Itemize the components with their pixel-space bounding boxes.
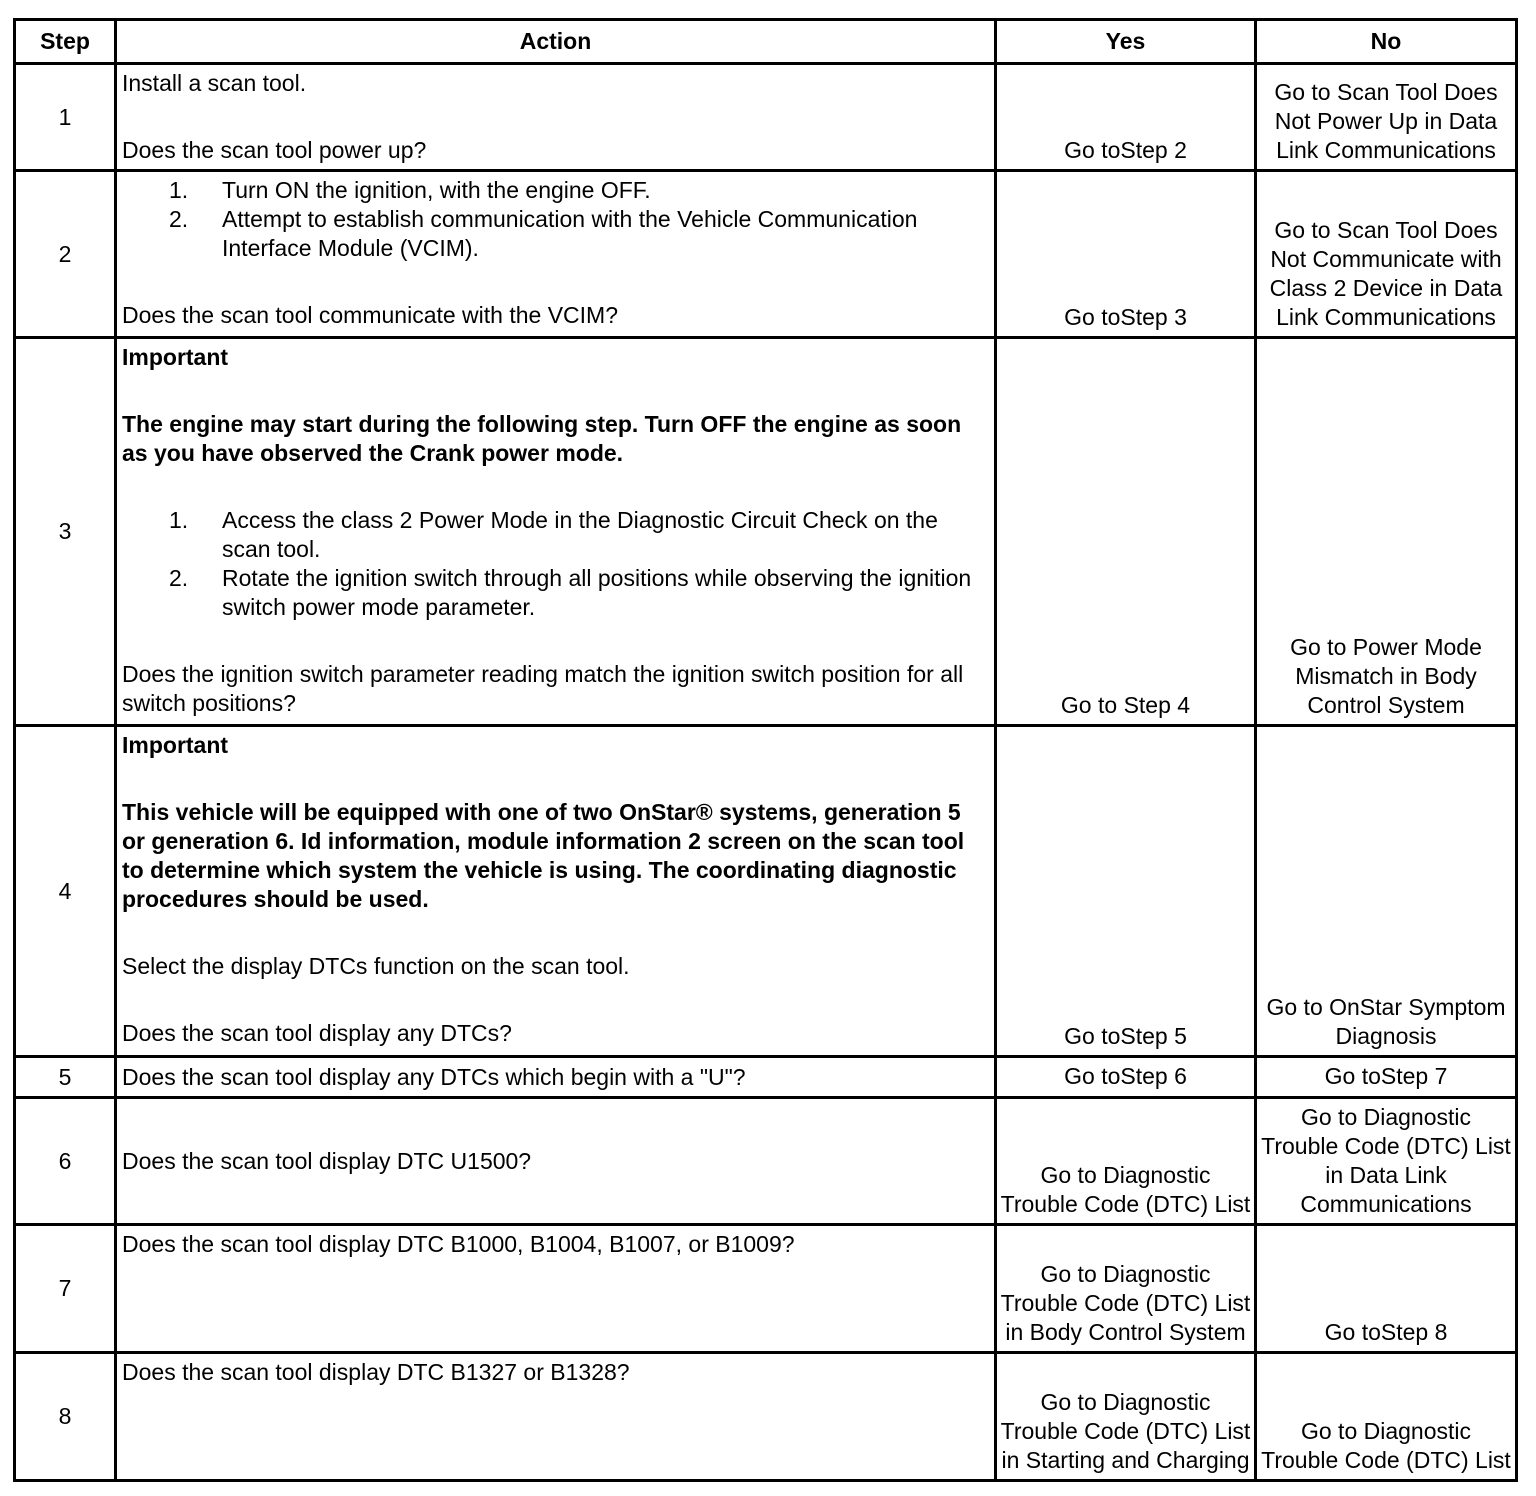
list-item — [122, 506, 990, 564]
yes-link[interactable]: Go to Step 4 — [996, 338, 1256, 726]
no-link[interactable]: Go to Diagnostic Trouble Code (DTC) List in Data Link Communications — [1256, 1098, 1517, 1225]
action-cell — [116, 726, 996, 1057]
list-item-text: Attempt to establish communication with the Vehicle Communication Interface Module (VCIM). — [222, 206, 918, 261]
yes-link[interactable]: Go toStep 6 — [996, 1057, 1256, 1098]
list-item-number: 1. — [169, 177, 189, 203]
list-item-text: Rotate the ignition switch through all positions while observing the ignition switch power mode parameter. — [222, 565, 972, 620]
list-item-number: 1. — [169, 507, 189, 533]
table-row-step-4 — [15, 726, 1517, 1057]
action-cell — [116, 338, 996, 726]
action-instruction: Select the display DTCs function on the scan tool. — [122, 953, 630, 979]
table-row-step-5 — [15, 1057, 1517, 1098]
step-number: 4 — [15, 726, 116, 1057]
step-number: 7 — [15, 1225, 116, 1353]
action-cell — [116, 1057, 996, 1098]
action-question: Does the scan tool display DTC B1000, B1004, B1007, or B1009? — [122, 1231, 795, 1257]
action-question: Does the scan tool power up? — [122, 137, 427, 163]
diagnostic-steps-table — [13, 18, 1518, 1482]
yes-link[interactable]: Go toStep 2 — [996, 64, 1256, 171]
step-number: 6 — [15, 1098, 116, 1225]
yes-link[interactable]: Go to Diagnostic Trouble Code (DTC) List in Body Control System — [996, 1225, 1256, 1353]
list-item-text: Access the class 2 Power Mode in the Diagnostic Circuit Check on the scan tool. — [222, 507, 938, 562]
no-link[interactable]: Go to Scan Tool Does Not Power Up in Data Link Communications — [1256, 64, 1517, 171]
header-row — [15, 20, 1517, 64]
action-question: Does the scan tool display any DTCs? — [122, 1020, 512, 1046]
action-cell — [116, 1098, 996, 1225]
action-cell — [116, 1225, 996, 1353]
step-number: 1 — [15, 64, 116, 171]
important-text: This vehicle will be equipped with one of two OnStar® systems, generation 5 or generation 6. Id information, module information 2 screen on the scan tool to determine which system the vehicle is using. The coordinating diagnostic procedures should be used. — [122, 799, 965, 912]
list-item — [122, 564, 990, 622]
list-item-text: Turn ON the ignition, with the engine OFF. — [222, 177, 651, 203]
table-row-step-7 — [15, 1225, 1517, 1353]
step-number: 8 — [15, 1353, 116, 1481]
yes-link[interactable]: Go to Diagnostic Trouble Code (DTC) List in Starting and Charging — [996, 1353, 1256, 1481]
step-number: 5 — [15, 1057, 116, 1098]
diagnostic-table-document — [13, 18, 1518, 1482]
important-text: The engine may start during the following step. Turn OFF the engine as soon as you have observed the Crank power mode. — [122, 411, 962, 466]
no-link[interactable]: Go to Diagnostic Trouble Code (DTC) List — [1256, 1353, 1517, 1481]
action-question: Does the scan tool communicate with the VCIM? — [122, 302, 619, 328]
yes-link[interactable]: Go toStep 3 — [996, 171, 1256, 338]
header-step: Step — [15, 20, 116, 64]
action-cell — [116, 171, 996, 338]
table-row-step-6 — [15, 1098, 1517, 1225]
header-yes: Yes — [996, 20, 1256, 64]
table-row-step-8 — [15, 1353, 1517, 1481]
list-item — [122, 176, 990, 205]
action-cell — [116, 64, 996, 171]
yes-link[interactable]: Go to Diagnostic Trouble Code (DTC) List — [996, 1098, 1256, 1225]
list-item — [122, 205, 990, 263]
header-action: Action — [116, 20, 996, 64]
no-link[interactable]: Go to OnStar Symptom Diagnosis — [1256, 726, 1517, 1057]
no-link[interactable]: Go to Power Mode Mismatch in Body Control System — [1256, 338, 1517, 726]
action-steps-list — [122, 176, 990, 263]
action-steps-list — [122, 506, 990, 622]
action-question: Does the scan tool display any DTCs which begin with a "U"? — [122, 1063, 746, 1090]
action-question: Does the ignition switch parameter reading match the ignition switch position for all switch positions? — [122, 661, 964, 716]
no-link[interactable]: Go toStep 7 — [1256, 1057, 1517, 1098]
important-label: Important — [122, 732, 229, 758]
important-label: Important — [122, 344, 229, 370]
yes-link[interactable]: Go toStep 5 — [996, 726, 1256, 1057]
no-link[interactable]: Go to Scan Tool Does Not Communicate with Class 2 Device in Data Link Communications — [1256, 171, 1517, 338]
table-row-step-3 — [15, 338, 1517, 726]
table-row-step-1 — [15, 64, 1517, 171]
no-link[interactable]: Go toStep 8 — [1256, 1225, 1517, 1353]
action-question: Does the scan tool display DTC B1327 or B1328? — [122, 1359, 630, 1385]
table-row-step-2 — [15, 171, 1517, 338]
header-no: No — [1256, 20, 1517, 64]
action-cell — [116, 1353, 996, 1481]
step-number: 2 — [15, 171, 116, 338]
step-number: 3 — [15, 338, 116, 726]
action-question: Does the scan tool display DTC U1500? — [122, 1147, 532, 1174]
list-item-number: 2. — [169, 565, 189, 591]
list-item-number: 2. — [169, 206, 189, 232]
action-text: Install a scan tool. — [122, 70, 307, 96]
